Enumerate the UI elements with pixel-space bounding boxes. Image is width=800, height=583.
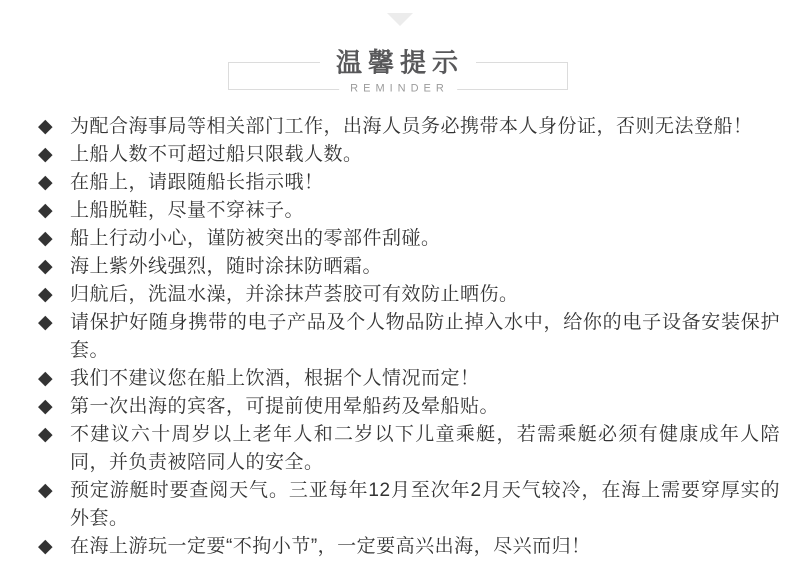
diamond-bullet-icon: ◆ xyxy=(38,144,54,165)
diamond-bullet-icon: ◆ xyxy=(38,116,54,137)
page-title: 温馨提示 xyxy=(320,49,476,78)
list-item-text: 上船脱鞋，尽量不穿袜子。 xyxy=(70,200,305,221)
list-item-text: 船上行动小心，谨防被突出的零部件刮碰。 xyxy=(70,228,441,249)
diamond-bullet-icon: ◆ xyxy=(38,228,54,249)
list-item-text: 在海上游玩一定要“不拘小节”，一定要高兴出海，尽兴而归！ xyxy=(70,536,591,557)
page-subtitle: REMINDER xyxy=(339,82,457,95)
list-item xyxy=(38,421,783,477)
list-item-text: 归航后，洗温水澡，并涂抹芦荟胶可有效防止晒伤。 xyxy=(70,284,519,305)
list-item xyxy=(38,533,783,561)
diamond-bullet-icon: ◆ xyxy=(38,256,54,277)
list-item-text: 不建议六十周岁以上老年人和二岁以下儿童乘艇，若需乘艇必须有健康成年人陪同，并负责被陪同人的安全。 xyxy=(70,424,780,473)
list-item xyxy=(38,113,783,141)
list-item xyxy=(38,225,783,253)
list-item-text: 海上紫外线强烈，随时涂抹防晒霜。 xyxy=(70,256,383,277)
diamond-bullet-icon: ◆ xyxy=(38,312,54,333)
list-item xyxy=(38,309,783,365)
list-item xyxy=(38,393,783,421)
diamond-bullet-icon: ◆ xyxy=(38,284,54,305)
list-item xyxy=(38,169,783,197)
list-item-text: 在船上，请跟随船长指示哦！ xyxy=(70,172,324,193)
reminder-list xyxy=(38,113,783,561)
list-item xyxy=(38,281,783,309)
list-item xyxy=(38,253,783,281)
list-item-text: 请保护好随身携带的电子产品及个人物品防止掉入水中，给你的电子设备安装保护套。 xyxy=(70,312,780,361)
list-item xyxy=(38,141,783,169)
list-item xyxy=(38,365,783,393)
list-item xyxy=(38,197,783,225)
list-item-text: 预定游艇时要查阅天气。三亚每年12月至次年2月天气较冷，在海上需要穿厚实的外套。 xyxy=(70,480,780,529)
diamond-bullet-icon: ◆ xyxy=(38,172,54,193)
list-item-text: 我们不建议您在船上饮酒，根据个人情况而定！ xyxy=(70,368,480,389)
triangle-down-icon xyxy=(387,13,413,26)
list-item xyxy=(38,477,783,533)
list-item-text: 上船人数不可超过船只限载人数。 xyxy=(70,144,363,165)
diamond-bullet-icon: ◆ xyxy=(38,368,54,389)
header-frame xyxy=(228,47,568,95)
diamond-bullet-icon: ◆ xyxy=(38,396,54,417)
list-item-text: 第一次出海的宾客，可提前使用晕船药及晕船贴。 xyxy=(70,396,500,417)
diamond-bullet-icon: ◆ xyxy=(38,480,54,501)
list-item-text: 为配合海事局等相关部门工作，出海人员务必携带本人身份证，否则无法登船！ xyxy=(70,116,753,137)
diamond-bullet-icon: ◆ xyxy=(38,536,54,557)
diamond-bullet-icon: ◆ xyxy=(38,424,54,445)
diamond-bullet-icon: ◆ xyxy=(38,200,54,221)
